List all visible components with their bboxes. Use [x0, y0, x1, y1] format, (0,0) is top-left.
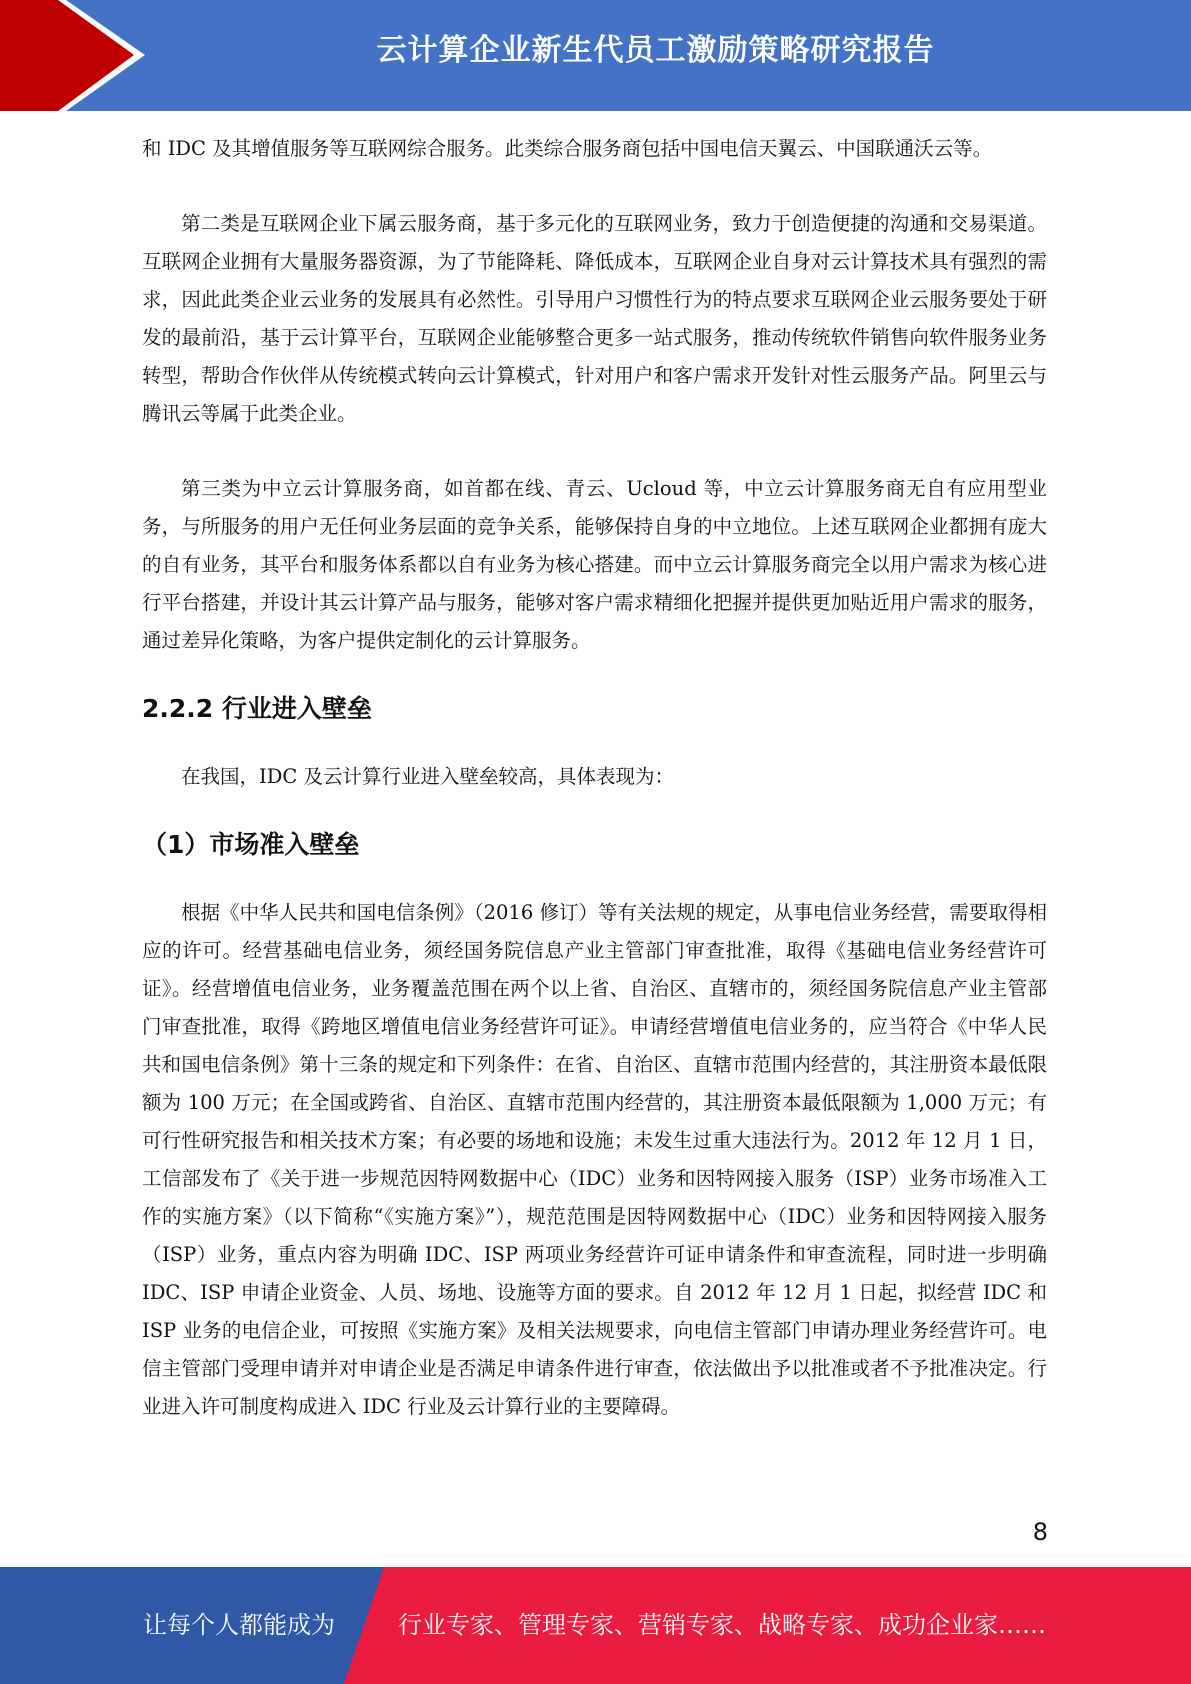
paragraph: 和 IDC 及其增值服务等互联网综合服务。此类综合服务商包括中国电信天翼云、中国联通沃云等。 [142, 137, 993, 160]
subsection-heading: （1）市场准入壁垒 [142, 830, 360, 859]
report-title: 云计算企业新生代员工激励策略研究报告 [376, 33, 935, 68]
paragraph: 第三类为中立云计算服务商，如首都在线、青云、Ucloud 等，中立云计算服务商无自有应用型业务，与所服务的用户无任何业务层面的竞争关系，能够保持自身的中立地位。上述互联网企业都拥有庞大的自有业务，其平台和服务体系都以自有业务为核心搭建。而中立云计算服务商完全以用户需求为核心进行平台搭建，并设计其云计算产品与服务，能够对客户需求精细化把握并提供更加贴近用户需求的服务，通过差异化策略，为客户提供定制化的云计算服务。 [142, 477, 1047, 652]
footer-slogan-left: 让每个人都能成为 [143, 1611, 335, 1639]
paragraph: 根据《中华人民共和国电信条例》（2016 修订）等有关法规的规定，从事电信业务经营，需要取得相应的许可。经营基础电信业务，须经国务院信息产业主管部门审查批准，取得《基础电信业务经营许可证》。经营增值电信业务，业务覆盖范围在两个以上省、自治区、直辖市的，须经国务院信息产业主管部门审查批准，取得《跨地区增值电信业务经营许可证》。申请经营增值电信业务的，应当符合《中华人民共和国电信条例》第十三条的规定和下列条件：在省、自治区、直辖市范围内经营的，其注册资本最低限额为 100 万元；在全国或跨省、自治区、直辖市范围内经营的，其注册资本最低限额为 1,000 万元；有可行性研究报告和相关技术方案；有必要的场地和设施；未发生过重大违法行为。2012 年 12 月 1 日，工信部发布了《关于进一步规范因特网数据中心（IDC）业务和因特网接入服务（ISP）业务市场准入工作的实施方案》（以下简称“《实施方案》”），规范范围是因特网数据中心（IDC）业务和因特网接入服务（ISP）业务，重点内容为明确 IDC、ISP 两项业务经营许可证申请条件和审查流程，同时进一步明确 IDC、ISP 申请企业资金、人员、场地、设施等方面的要求。自 2012 年 12 月 1 日起，拟经营 IDC 和 ISP 业务的电信企业，可按照《实施方案》及相关法规要求，向电信主管部门申请办理业务经营许可。电信主管部门受理申请并对申请企业是否满足申请条件进行审查，依法做出予以批准或者不予批准决定。行业进入许可制度构成进入 IDC 行业及云计算行业的主要障碍。 [142, 901, 1047, 1418]
paragraph: 第二类是互联网企业下属云服务商，基于多元化的互联网业务，致力于创造便捷的沟通和交易渠道。互联网企业拥有大量服务器资源，为了节能降耗、降低成本，互联网企业自身对云计算技术具有强烈的需求，因此此类企业云业务的发展具有必然性。引导用户习惯性行为的特点要求互联网企业云服务要处于研发的最前沿，基于云计算平台，互联网企业能够整合更多一站式服务，推动传统软件销售向软件服务业务转型，帮助合作伙伴从传统模式转向云计算模式，针对用户和客户需求开发针对性云服务产品。阿里云与腾讯云等属于此类企业。 [142, 212, 1047, 425]
page-header [0, 0, 1191, 111]
footer-slogan-right: 行业专家、管理专家、营销专家、战略专家、成功企业家…… [398, 1611, 1046, 1639]
main-content [142, 130, 1047, 1426]
page-number: 8 [1032, 1518, 1048, 1546]
section-heading: 2.2.2 行业进入壁垒 [142, 694, 372, 723]
paragraph: 在我国，IDC 及云计算行业进入壁垒较高，具体表现为： [181, 765, 674, 788]
header-red-arrow-decoration [0, 0, 160, 111]
page-footer [0, 1567, 1191, 1684]
